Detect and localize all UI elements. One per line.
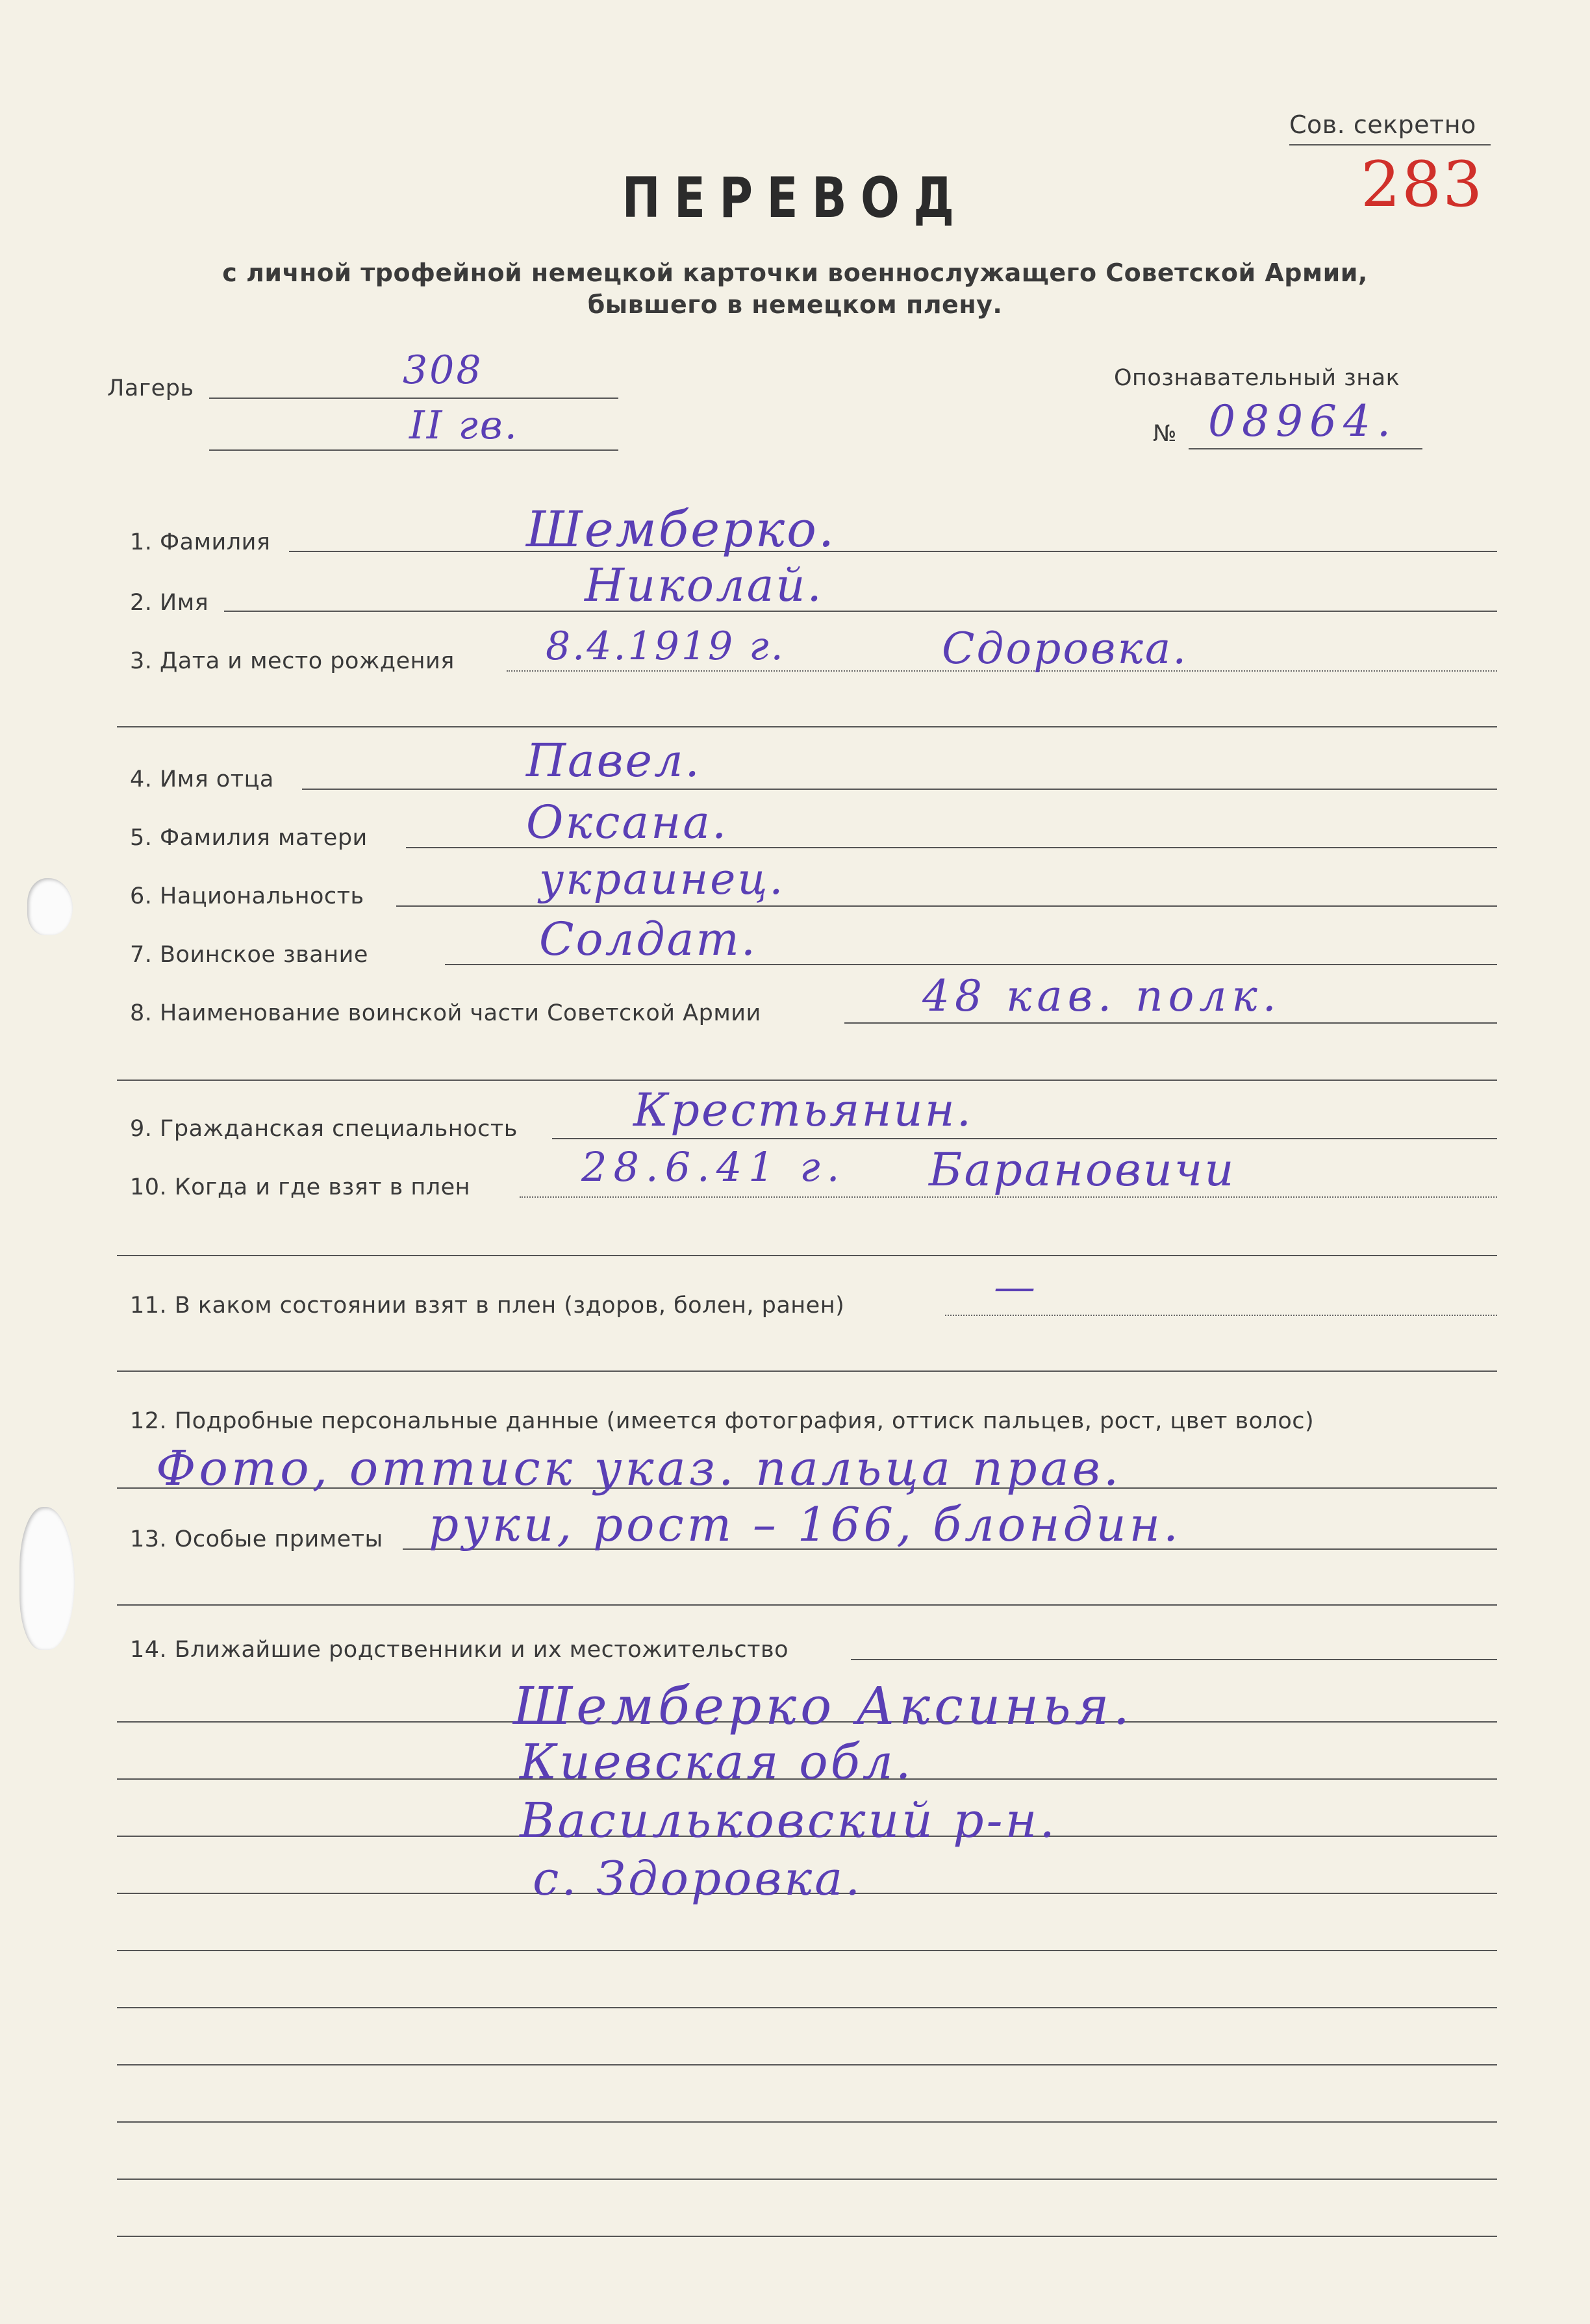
tag-line [1189,448,1422,449]
field-9-label: 9. Гражданская специальность [130,1116,518,1142]
field-10-extra-line [117,1255,1497,1256]
field-14-line [851,1659,1497,1660]
sheet-number: 283 [1361,148,1484,221]
tag-number-label: № [1153,421,1177,447]
relatives-line-1: Шемберко Аксинья. [513,1676,1134,1736]
field-13-value: руки, рост – 166, блондин. [429,1497,1181,1552]
field-4-line [302,789,1497,790]
field-3-extra-line [117,726,1497,727]
field-2-value: Николай. [585,559,824,612]
binder-hole-top [27,878,73,935]
field-14-line-7 [117,2007,1497,2008]
field-5-label: 5. Фамилия матери [130,825,368,851]
field-6-label: 6. Национальность [130,883,364,909]
document-title: ПЕРЕВОД [622,166,968,231]
field-10-label: 10. Когда и где взят в плен [130,1174,471,1200]
field-3-label: 3. Дата и место рождения [130,648,455,674]
field-3-date: 8.4.1919 г. [546,624,785,669]
field-11-extra-line [117,1370,1497,1372]
field-8-line [844,1022,1497,1024]
field-9-line [552,1138,1497,1139]
field-6-line [396,905,1497,907]
field-14-line-9 [117,2121,1497,2123]
field-14-line-8 [117,2064,1497,2065]
field-12-label: 12. Подробные персональные данные (имеется фотография, оттиск пальцев, рост, цвет волос) [130,1408,1315,1434]
field-14-line-11 [117,2236,1497,2237]
field-10-place: Барановичи [929,1143,1236,1196]
field-11-value: — [994,1263,1037,1311]
camp-label: Лагерь [107,375,194,401]
relatives-line-3: Васильковский р-н. [520,1793,1057,1849]
tag-label: Опознавательный знак [1114,365,1400,391]
camp-line-2 [209,449,618,451]
field-14-line-10 [117,2179,1497,2180]
field-13-label: 13. Особые приметы [130,1526,383,1552]
camp-value-1: 308 [403,347,483,393]
field-11-line [945,1315,1497,1316]
field-14-label: 14. Ближайшие родственники и их местожительство [130,1637,789,1663]
field-3-place: Сдоровка. [942,624,1189,674]
binder-hole-bottom [19,1507,75,1650]
field-4-value: Павел. [526,734,701,787]
field-12-value: Фото, оттиск указ. пальца прав. [156,1441,1122,1497]
camp-line-1 [209,398,618,399]
field-6-value: украинец. [539,854,785,904]
field-1-line [289,551,1497,552]
document-subtitle-line1: с личной трофейной немецкой карточки военнослужащего Советской Армии, [222,259,1368,287]
field-13-extra-line [117,1604,1497,1606]
field-1-label: 1. Фамилия [130,529,271,555]
tag-value: 08964. [1208,396,1397,446]
field-8-value: 48 кав. полк. [922,971,1281,1021]
relatives-line-2: Киевская обл. [520,1734,914,1790]
field-7-label: 7. Воинское звание [130,942,368,968]
camp-value-2: II гв. [409,403,519,448]
field-7-value: Солдат. [539,913,757,966]
field-8-extra-line [117,1080,1497,1081]
field-14-line-6 [117,1950,1497,1951]
relatives-line-4: с. Здоровка. [533,1851,863,1906]
field-9-value: Крестьянин. [633,1083,973,1137]
field-10-date: 28.6.41 г. [581,1143,846,1191]
field-1-value: Шемберко. [526,500,837,558]
classification-underline [1289,144,1491,145]
field-2-line [224,611,1497,612]
field-10-line [520,1196,1497,1198]
field-11-label: 11. В каком состоянии взят в плен (здоров, болен, ранен) [130,1293,845,1319]
classification-stamp: Сов. секретно [1289,110,1476,139]
field-2-label: 2. Имя [130,590,209,616]
field-4-label: 4. Имя отца [130,766,274,792]
document-subtitle-line2: бывшего в немецком плену. [587,290,1003,319]
field-5-value: Оксана. [526,796,729,849]
field-8-label: 8. Наименование воинской части Советской Армии [130,1000,761,1026]
